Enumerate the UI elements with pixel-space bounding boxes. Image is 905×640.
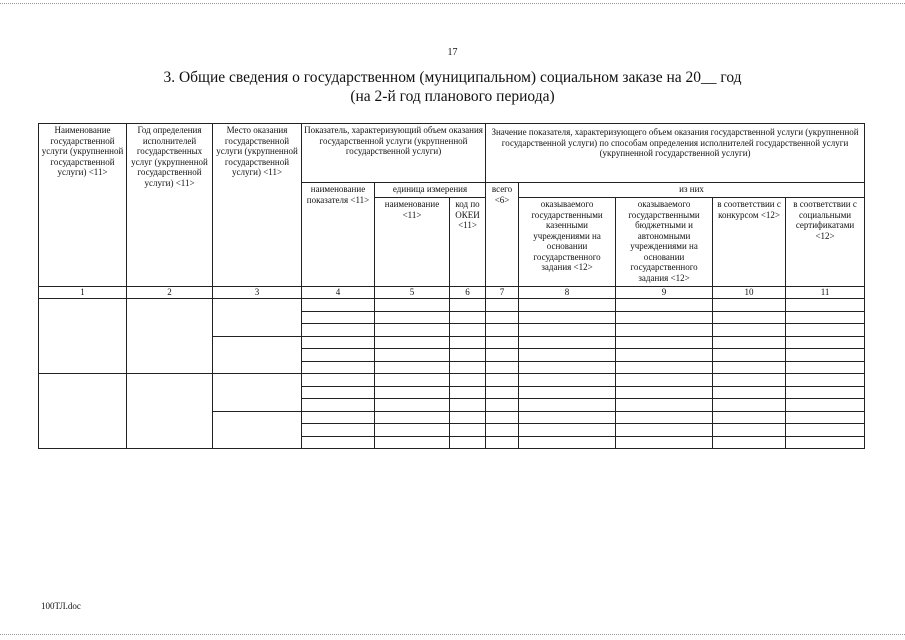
column-number: 11 xyxy=(786,287,865,299)
empty-cell[interactable] xyxy=(375,436,450,449)
empty-cell[interactable] xyxy=(786,386,865,399)
empty-cell[interactable] xyxy=(786,436,865,449)
empty-cell[interactable] xyxy=(713,299,786,312)
empty-cell[interactable] xyxy=(450,299,486,312)
column-number: 3 xyxy=(213,287,302,299)
empty-cell[interactable] xyxy=(616,386,713,399)
empty-cell[interactable] xyxy=(375,424,450,437)
column-number: 9 xyxy=(616,287,713,299)
empty-cell[interactable] xyxy=(213,374,302,412)
empty-cell[interactable] xyxy=(302,361,375,374)
empty-cell[interactable] xyxy=(213,299,302,337)
empty-cell[interactable] xyxy=(486,336,519,349)
empty-cell[interactable] xyxy=(127,374,213,449)
column-number: 2 xyxy=(127,287,213,299)
page-title xyxy=(0,68,905,106)
header-place: Место оказания государственной услуги (укрупненной государственной услуги) <11> xyxy=(213,124,302,287)
empty-cell[interactable] xyxy=(486,299,519,312)
empty-cell[interactable] xyxy=(616,374,713,387)
empty-cell[interactable] xyxy=(302,386,375,399)
empty-cell[interactable] xyxy=(450,374,486,387)
empty-cell[interactable] xyxy=(786,311,865,324)
empty-cell[interactable] xyxy=(450,336,486,349)
header-unit-group: единица измерения xyxy=(375,183,486,198)
empty-cell[interactable] xyxy=(786,424,865,437)
empty-cell[interactable] xyxy=(302,311,375,324)
empty-cell[interactable] xyxy=(713,399,786,412)
column-numbers-row xyxy=(39,287,865,299)
column-number: 5 xyxy=(375,287,450,299)
empty-cell[interactable] xyxy=(213,411,302,449)
header-total: всего <6> xyxy=(486,183,519,287)
header-unit-code: код по ОКЕИ <11> xyxy=(450,198,486,287)
social-order-table xyxy=(38,123,865,449)
empty-cell[interactable] xyxy=(616,411,713,424)
empty-cell[interactable] xyxy=(375,336,450,349)
scan-edge-bottom xyxy=(0,634,905,635)
empty-cell[interactable] xyxy=(616,311,713,324)
column-number: 4 xyxy=(302,287,375,299)
header-sub-11: в соответствии с социальными сертификатами <12> xyxy=(786,198,865,287)
empty-cell[interactable] xyxy=(486,374,519,387)
empty-cell[interactable] xyxy=(39,374,127,449)
empty-cell[interactable] xyxy=(713,411,786,424)
empty-cell[interactable] xyxy=(616,424,713,437)
empty-cell[interactable] xyxy=(519,399,616,412)
scan-edge-top xyxy=(0,3,905,4)
empty-cell[interactable] xyxy=(519,374,616,387)
header-indicator-name: наименование показателя <11> xyxy=(302,183,375,287)
column-number: 7 xyxy=(486,287,519,299)
empty-cell[interactable] xyxy=(450,436,486,449)
header-value-group: Значение показателя, характеризующего объем оказания государственной услуги (укрупненной государственной услуги) по способам определения исполнителей государственной услуги (укрупненной государственной услуги) xyxy=(486,124,865,183)
header-indicator-group: Показатель, характеризующий объем оказания государственной услуги (укрупненной государственной услуги) xyxy=(302,124,486,183)
empty-cell[interactable] xyxy=(519,324,616,337)
empty-cell[interactable] xyxy=(713,361,786,374)
header-service-name: Наименование государственной услуги (укрупненной государственной услуги) <11> xyxy=(39,124,127,287)
empty-cell[interactable] xyxy=(486,436,519,449)
empty-cell[interactable] xyxy=(519,349,616,362)
empty-cell[interactable] xyxy=(519,411,616,424)
empty-cell[interactable] xyxy=(375,299,450,312)
empty-cell[interactable] xyxy=(616,399,713,412)
empty-cell[interactable] xyxy=(616,324,713,337)
empty-cell[interactable] xyxy=(616,299,713,312)
empty-cell[interactable] xyxy=(302,436,375,449)
table-row xyxy=(39,374,865,387)
empty-cell[interactable] xyxy=(713,374,786,387)
empty-cell[interactable] xyxy=(375,411,450,424)
empty-cell[interactable] xyxy=(519,299,616,312)
empty-cell[interactable] xyxy=(616,349,713,362)
empty-cell[interactable] xyxy=(786,299,865,312)
empty-cell[interactable] xyxy=(127,299,213,374)
empty-cell[interactable] xyxy=(786,349,865,362)
empty-cell[interactable] xyxy=(713,386,786,399)
empty-cell[interactable] xyxy=(450,399,486,412)
empty-cell[interactable] xyxy=(450,361,486,374)
empty-cell[interactable] xyxy=(375,399,450,412)
document-filename: 100ТЛ.doc xyxy=(41,601,81,611)
empty-cell[interactable] xyxy=(519,311,616,324)
empty-cell[interactable] xyxy=(713,424,786,437)
header-sub-8: оказываемого государственными казенными учреждениями на основании государственного задания <12> xyxy=(519,198,616,287)
empty-cell[interactable] xyxy=(375,311,450,324)
column-number: 6 xyxy=(450,287,486,299)
empty-cell[interactable] xyxy=(713,349,786,362)
empty-cell[interactable] xyxy=(786,374,865,387)
header-sub-9: оказываемого государственными бюджетными и автономными учреждениями на основании государственного задания <12> xyxy=(616,198,713,287)
column-number: 8 xyxy=(519,287,616,299)
empty-cell[interactable] xyxy=(375,324,450,337)
empty-cell[interactable] xyxy=(450,324,486,337)
empty-cell[interactable] xyxy=(486,349,519,362)
empty-cell[interactable] xyxy=(486,361,519,374)
empty-cell[interactable] xyxy=(616,336,713,349)
empty-cell[interactable] xyxy=(375,361,450,374)
header-year: Год определения исполнителей государственных услуг (укрупненной государственной услуги) <11> xyxy=(127,124,213,287)
empty-cell[interactable] xyxy=(375,349,450,362)
empty-cell[interactable] xyxy=(302,399,375,412)
empty-cell[interactable] xyxy=(519,424,616,437)
empty-cell[interactable] xyxy=(786,411,865,424)
title-line-2: (на 2-й год планового периода) xyxy=(350,88,555,105)
empty-cell[interactable] xyxy=(519,386,616,399)
title-line-1: 3. Общие сведения о государственном (муниципальном) социальном заказе на 20__ год xyxy=(163,69,742,86)
empty-cell[interactable] xyxy=(302,374,375,387)
empty-cell[interactable] xyxy=(713,311,786,324)
empty-cell[interactable] xyxy=(713,324,786,337)
empty-cell[interactable] xyxy=(486,311,519,324)
empty-cell[interactable] xyxy=(39,299,127,374)
empty-cell[interactable] xyxy=(486,324,519,337)
empty-cell[interactable] xyxy=(450,386,486,399)
empty-cell[interactable] xyxy=(786,336,865,349)
empty-cell[interactable] xyxy=(786,324,865,337)
empty-cell[interactable] xyxy=(616,361,713,374)
empty-cell[interactable] xyxy=(486,386,519,399)
empty-cell[interactable] xyxy=(302,424,375,437)
empty-cell[interactable] xyxy=(486,424,519,437)
empty-cell[interactable] xyxy=(450,411,486,424)
table-row xyxy=(39,299,865,312)
column-number: 1 xyxy=(39,287,127,299)
empty-cell[interactable] xyxy=(450,349,486,362)
empty-cell[interactable] xyxy=(786,361,865,374)
header-unit-name: наименование <11> xyxy=(375,198,450,287)
empty-cell[interactable] xyxy=(713,336,786,349)
empty-cell[interactable] xyxy=(713,436,786,449)
empty-cell[interactable] xyxy=(486,411,519,424)
empty-cell[interactable] xyxy=(375,386,450,399)
empty-cell[interactable] xyxy=(302,349,375,362)
header-of-which: из них xyxy=(519,183,865,198)
empty-cell[interactable] xyxy=(519,336,616,349)
page-number: 17 xyxy=(447,47,458,58)
empty-cell[interactable] xyxy=(213,336,302,374)
empty-cell[interactable] xyxy=(519,361,616,374)
empty-cell[interactable] xyxy=(302,411,375,424)
empty-cell[interactable] xyxy=(519,436,616,449)
empty-cell[interactable] xyxy=(486,399,519,412)
column-number: 10 xyxy=(713,287,786,299)
header-sub-10: в соответствии с конкурсом <12> xyxy=(713,198,786,287)
empty-cell[interactable] xyxy=(616,436,713,449)
empty-cell[interactable] xyxy=(450,311,486,324)
empty-cell[interactable] xyxy=(302,324,375,337)
empty-cell[interactable] xyxy=(375,374,450,387)
empty-cell[interactable] xyxy=(786,399,865,412)
empty-cell[interactable] xyxy=(302,299,375,312)
empty-cell[interactable] xyxy=(450,424,486,437)
empty-cell[interactable] xyxy=(302,336,375,349)
